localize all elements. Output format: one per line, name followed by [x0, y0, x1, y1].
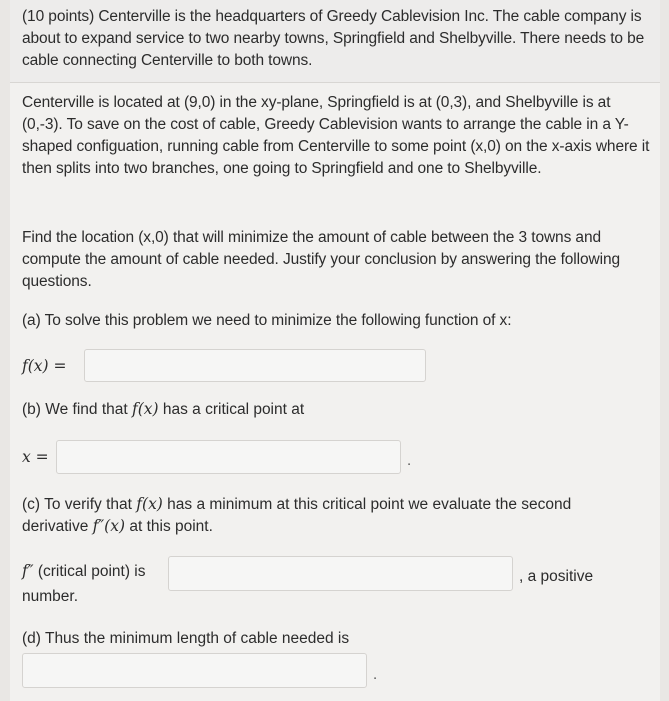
- problem-paragraph-2: Find the location (x,0) that will minimize the amount of cable between the 3 towns and compute the amount of cable needed. Justify your conclusion by answering the following questions.: [22, 229, 620, 290]
- part-b-label: x =: [22, 448, 49, 466]
- part-c-prompt-1: (c) To verify that: [22, 496, 137, 513]
- f-of-x-input[interactable]: [84, 349, 426, 382]
- part-c-suffix: , a positive: [519, 568, 594, 585]
- part-c-prompt-line-1: [22, 493, 652, 516]
- part-d-prompt: (d) Thus the minimum length of cable needed is: [22, 630, 350, 647]
- second-derivative-input[interactable]: [168, 556, 513, 591]
- critical-point-input[interactable]: [56, 440, 401, 474]
- part-b-prompt-math: f(x): [131, 400, 159, 418]
- part-d-suffix: .: [373, 666, 378, 683]
- intro-text: (10 points) Centerville is the headquarters of Greedy Cablevision Inc. The cable company is about to expand service to two nearby towns, Springfield and Shelbyville. There needs to be cable connecting Centerville to both towns.: [22, 8, 645, 69]
- part-a-prompt: (a) To solve this problem we need to minimize the following function of x:: [22, 312, 512, 329]
- part-c-prompt-math-2: f″(x): [92, 517, 126, 535]
- part-c-suffix-line-2: number.: [22, 588, 79, 605]
- part-c-prompt-math-1: f(x): [136, 495, 163, 513]
- part-c-label-text: (critical point) is: [37, 563, 146, 580]
- part-c-prompt-line-2: [22, 515, 213, 538]
- part-c-prompt-2: has a minimum at this critical point we evaluate the second: [162, 496, 572, 513]
- problem-paragraph-1: Centerville is located at (9,0) in the xy-plane, Springfield is at (0,3), and Shelbyville is at (0,-3). To save on the cost of cable, Greedy Cablevision wants to arrange the cable in a Y-shaped configuation, running cable from Centerville to some point (x,0) on the x-axis where it then splits into two branches, one going to Springfield and one to Shelbyville.: [22, 94, 650, 177]
- part-b-prompt: [22, 398, 304, 421]
- part-b-prompt-after: has a critical point at: [158, 401, 305, 418]
- part-c-label-math: f″: [22, 562, 34, 580]
- part-a-label: f(x) =: [22, 357, 67, 375]
- min-cable-length-input[interactable]: [22, 653, 367, 688]
- part-b-suffix: .: [407, 452, 412, 469]
- part-c-prompt-4: at this point.: [125, 518, 213, 535]
- part-c-prompt-3: derivative: [22, 518, 93, 535]
- part-c-label: [22, 560, 146, 583]
- part-b-prompt-before: (b) We find that: [22, 401, 132, 418]
